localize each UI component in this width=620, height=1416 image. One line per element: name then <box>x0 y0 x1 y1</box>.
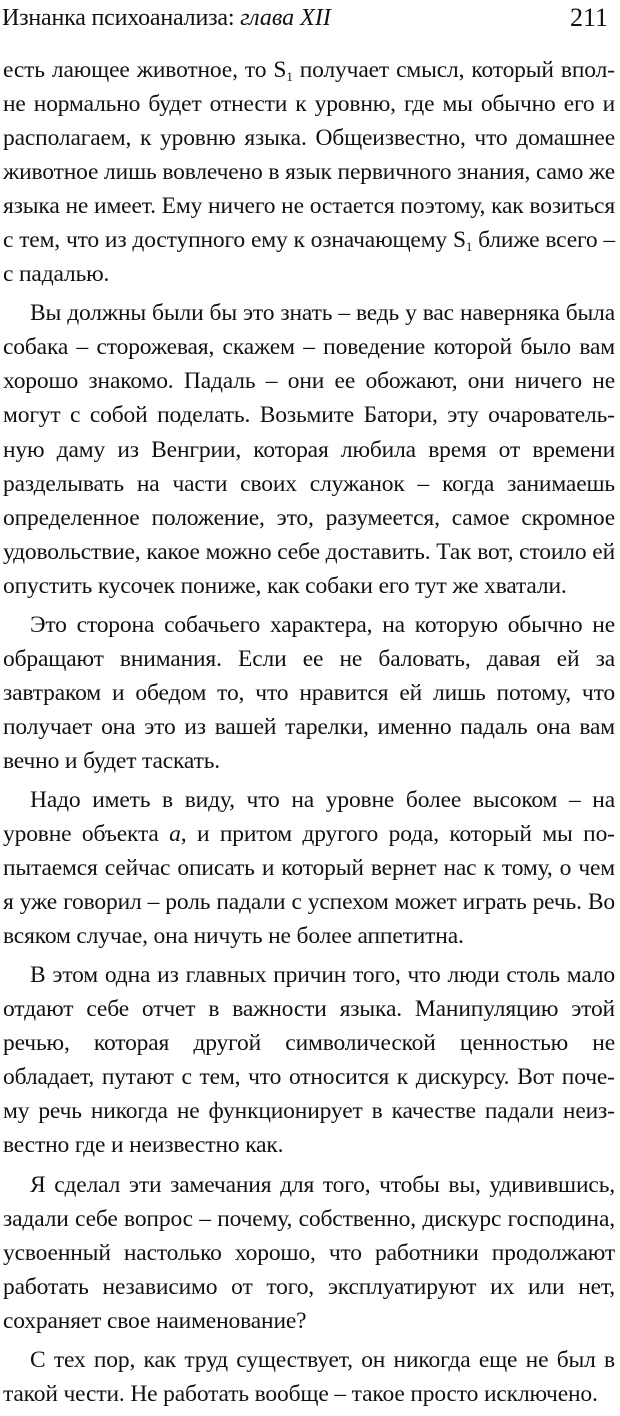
paragraph-1-part-c: ближе всего – с падалью. <box>3 227 615 288</box>
paragraph-1-part-b: получает смысл, который вполне нормально будет отнести к уровню, где мы обычно его и располагаем, к уровню языка. Общеизвестно, что домашнее животное лишь вовлечено в язык первичного знания, само же языка не имеет. Ему ничего не остается поэтому, как возиться с тем, что из доступного ему к означающему S <box>3 57 615 254</box>
paragraph-4-part-a: Надо иметь в виду, что на уровне более высоком – на уровне объекта <box>3 786 615 848</box>
paragraph-1-part-a: есть лающее животное, то S <box>3 57 287 83</box>
paragraph-6: Я сделал эти замечания для того, чтобы вы, удивившись, задали себе вопрос – почему, собственно, дискурс господина, усвоенный настолько хорошо, что работники продолжают работать независимо от того, эксплуатируют их или нет, сохраняет свое наименование? <box>3 1171 615 1334</box>
running-title: Изнанка психоанализа: <box>2 5 241 31</box>
running-head <box>2 2 616 34</box>
chapter-label: глава XII <box>240 5 331 31</box>
paragraph-4-part-b: , и притом другого рода, который мы попытаемся сейчас описать и который вернет нас к тому, о чем я уже говорил – роль падали с успехом может играть речь. Во всяком случае, она ничуть не более аппетитна. <box>3 821 615 950</box>
subscript-1: 1 <box>286 69 293 84</box>
paragraph-4 <box>3 783 615 953</box>
paragraph-5: В этом одна из главных причин того, что люди столь мало отдают себе отчет в важности языка. Манипуляцию этой речью, которая другой символической ценностью не обладает, путают с тем, что относится к дискурсу. Вот почему речь никогда не функционирует в качестве падали неизвестно где и неизвестно как. <box>3 962 615 1159</box>
paragraph-7: С тех пор, как труд существует, он никогда еще не был в такой чести. Не работать вообще – такое просто исключено. <box>3 1346 615 1407</box>
paragraph-3: Это сторона собачьего характера, на которую обычно не обращают внимания. Если ее не баловать, давая ей за завтраком и обедом то, что нравится ей лишь потому, что получает она это из вашей тарелки, именно падаль она вам вечно и будет таскать. <box>3 611 615 774</box>
page-number: 211 <box>569 3 608 32</box>
paragraph-1 <box>3 53 615 291</box>
subscript-2: 1 <box>465 239 473 255</box>
object-a-italic: а <box>169 821 181 848</box>
body-text <box>3 53 615 1416</box>
paragraph-2: Вы должны были бы это знать – ведь у вас наверняка была собака – сторожевая, скажем – поведение которой было вам хорошо знакомо. Падаль – они ее обожают, они ничего не могут с собой поделать. Возьмите Батори, эту очаровательную даму из Венгрии, которая любила время от времени разделывать на части своих служанок – когда занимаешь определенное положение, это, разумеется, самое скромное удовольствие, какое можно себе доставить. Так вот, стоило ей опустить кусочек пониже, как собаки его тут же хватали. <box>3 300 615 599</box>
